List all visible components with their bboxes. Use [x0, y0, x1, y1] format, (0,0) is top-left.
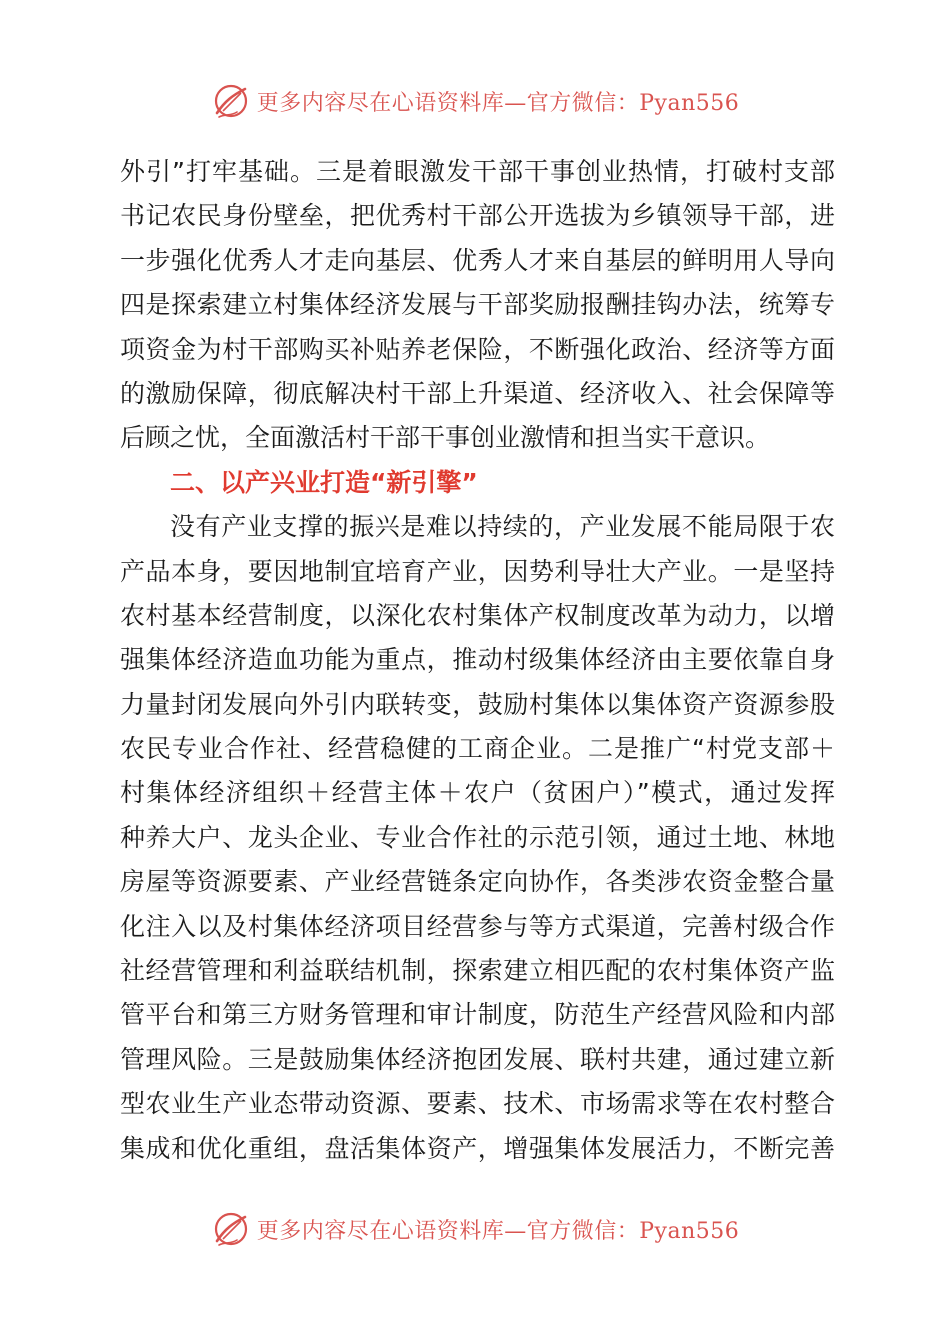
- text-line: 产品本身，要因地制宜培育产业，因势利导壮大产业。一是坚持: [120, 556, 835, 586]
- text-line: 社经营管理和利益联结机制，探索建立相匹配的农村集体资产监: [120, 956, 835, 986]
- header-watermark-banner: [0, 76, 950, 126]
- text-line: 管平台和第三方财务管理和审计制度，防范生产经营风险和内部: [120, 1000, 835, 1030]
- text-line: 管理风险。三是鼓励集体经济抱团发展、联村共建，通过建立新: [120, 1044, 835, 1074]
- text-line: 没有产业支撑的振兴是难以持续的，产业发展不能局限于农: [170, 512, 835, 542]
- text-line: 房屋等资源要素、产业经营链条定向协作，各类涉农资金整合量: [120, 867, 835, 897]
- text-line: 化注入以及村集体经济项目经营参与等方式渠道，完善村级合作: [120, 911, 835, 941]
- body-text: [120, 150, 835, 1171]
- text-line: 强集体经济造血功能为重点，推动村级集体经济由主要依靠自身: [120, 645, 835, 675]
- text-line: 书记农民身份壁垒，把优秀村干部公开选拔为乡镇领导干部，进: [120, 201, 835, 231]
- text-line: 项资金为村干部购买补贴养老保险，不断强化政治、经济等方面: [120, 334, 835, 364]
- banner-text: 更多内容尽在心语资料库—官方微信：Pyan556: [256, 1218, 740, 1244]
- text-line: 一步强化优秀人才走向基层、优秀人才来自基层的鲜明用人导向: [120, 245, 835, 275]
- text-line: 农民专业合作社、经营稳健的工商企业。二是推广“村党支部＋: [120, 734, 835, 764]
- pen-signature-icon: [211, 81, 251, 121]
- text-line: 的激励保障，彻底解决村干部上升渠道、经济收入、社会保障等: [120, 378, 835, 408]
- text-line: 型农业生产业态带动资源、要素、技术、市场需求等在农村整合: [120, 1089, 835, 1119]
- text-line: 集成和优化重组，盘活集体资产，增强集体发展活力，不断完善: [120, 1133, 835, 1163]
- text-line: 后顾之忧，全面激活村干部干事创业激情和担当实干意识。: [120, 423, 771, 453]
- text-line: 外引”打牢基础。三是着眼激发干部干事创业热情，打破村支部: [120, 157, 835, 186]
- text-line: 村集体经济组织＋经营主体＋农户（贫困户）”模式，通过发挥: [120, 778, 835, 808]
- pen-signature-icon: [211, 1209, 251, 1249]
- text-line: 力量封闭发展向外引内联转变，鼓励村集体以集体资产资源参股: [120, 689, 835, 719]
- footer-watermark-banner: [0, 1204, 950, 1254]
- section-heading: 二、以产兴业打造“新引擎”: [170, 467, 478, 497]
- banner-text: 更多内容尽在心语资料库—官方微信：Pyan556: [256, 90, 740, 116]
- text-line: 四是探索建立村集体经济发展与干部奖励报酬挂钩办法，统筹专: [120, 290, 835, 320]
- text-line: 农村基本经营制度，以深化农村集体产权制度改革为动力，以增: [120, 600, 835, 630]
- text-line: 种养大户、龙头企业、专业合作社的示范引领，通过土地、林地: [120, 822, 835, 852]
